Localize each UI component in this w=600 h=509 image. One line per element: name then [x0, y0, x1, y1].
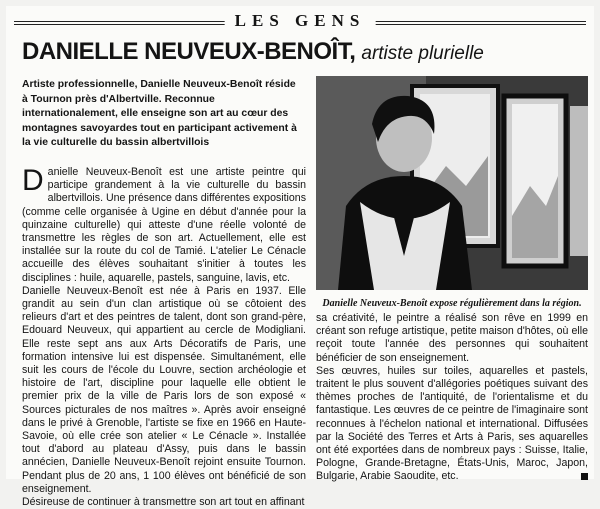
headline — [22, 38, 484, 68]
paragraph-4: sa créativité, le peintre a réalisé son rêve en 1999 en créant son refuge artistique, petite maison d'hôtes, où elle reçoit toute l'année des personnes qui souhaitent bénéficier de son enseignement. — [316, 312, 588, 364]
section-header — [6, 10, 594, 32]
portrait-illustration — [316, 76, 588, 290]
paragraph-5-text: Ses œuvres, huiles sur toiles, aquarelles et pastels, traitent le plus souvent d'allégories poétiques suivant des thèmes proches de l'antiquité, de l'orientalisme et du fantastique. Les œuvres de ce peintre de l'imaginaire sont reconnues à l'échelon national et international. Diffusées par la Société des Terres et Arts à Paris, ses aquarelles ont été exportées dans de nombreux pays : Suisse, Italie, Pologne, Grande-Bretagne, États-Unis, Maroc, Japon, Bulgarie, Arabie Saoudite, etc. — [316, 364, 588, 483]
drop-cap: D — [22, 164, 44, 197]
portrait-photo — [316, 76, 588, 290]
paragraph-1 — [22, 166, 306, 285]
end-of-article-mark — [581, 473, 588, 480]
paragraph-1-text: anielle Neuveux-Benoît est une artiste peintre qui participe grandement à la vie culturelle du bassin albertvillois. Une présence dans différentes expositions (comme celle organisée à Ugine en début d'année pour la quinzaine culturelle) qui atteste d'une réelle volonté de transmettre les règles de son art. Actuellement, elle est installée sur la route du col de Tamié. L'atelier Le Cénacle accueille des élèves souhaitant s'initier à toutes les disciplines : huile, aquarelle, pastels, sanguine, lavis, etc. — [22, 166, 306, 284]
photo-caption: Danielle Neuveux-Benoît expose régulièrement dans la région. — [322, 298, 582, 309]
newspaper-page — [6, 6, 594, 509]
paragraph-2: Danielle Neuveux-Benoît est née à Paris en 1937. Elle grandit au sein d'un clan artistique où se côtoient des relieurs d'art et des peintres de talent, dont son grand-père, Edouard Neuveux, qui appartient au cercle de Modigliani. Elle reste sept ans aux Arts Décoratifs de Paris, une formation intensive lui est dispensée. Simultanément, elle suit les cours de l'école du Louvre, section archéologie et histoire de l'art, discipline pour laquelle elle obtient le premier prix de la ville de Paris lors de son exposé « Sources picturales de nos maîtres ». Après avoir enseigné dans le privé à Grenoble, l'artiste se fixe en 1966 en Haute-Savoie, où elle crée son atelier « Le Cénacle ». Installée tout d'abord au plateau d'Assy, puis dans le bassin annécien, Danielle Neuveux-Benoît rejoint ensuite Tournon. Pendant plus de 20 ans, 1 100 élèves ont bénéficié de son enseignement. — [22, 284, 306, 495]
article-body-left — [22, 166, 306, 509]
section-title: LES GENS — [225, 10, 376, 32]
paragraph-3: Désireuse de continuer à transmettre son art tout en affinant — [22, 496, 305, 509]
article-body-right — [316, 312, 588, 484]
headline-name: DANIELLE NEUVEUX-BENOÎT, — [22, 38, 356, 65]
paragraph-5 — [316, 365, 588, 484]
lead-paragraph: Artiste professionnelle, Danielle Neuveux-Benoît réside à Tournon près d'Albertville. Reconnue internationalement, elle enseigne son art au cœur des montagnes savoyardes tout en participant activement à la vie culturelle du bassin albertvillois — [22, 79, 297, 149]
headline-subtitle: artiste plurielle — [361, 43, 484, 64]
